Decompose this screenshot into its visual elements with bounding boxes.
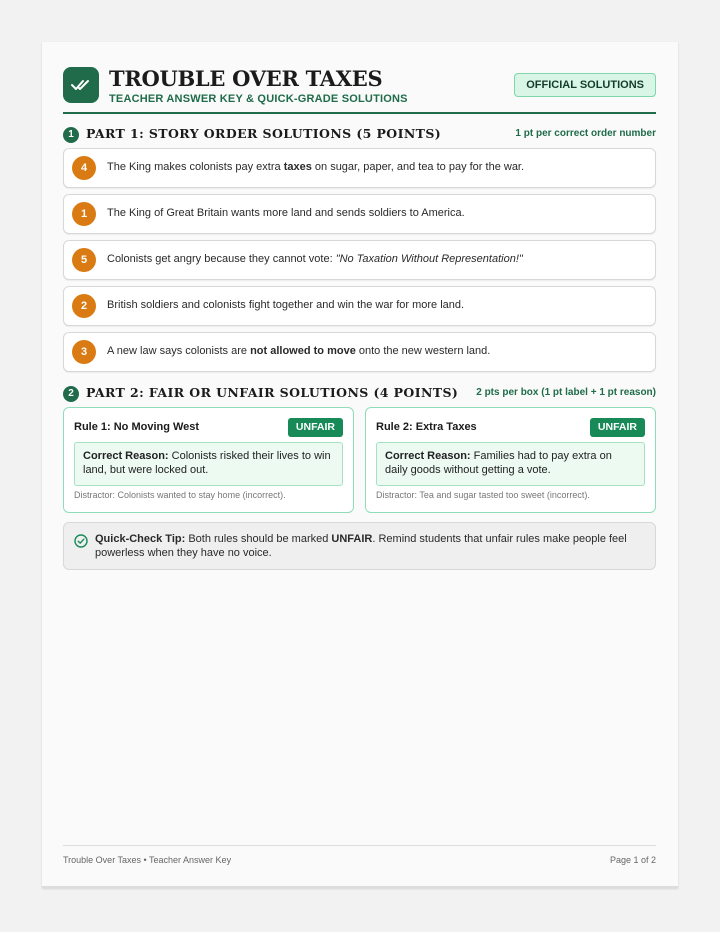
order-number-badge: 5 — [72, 248, 96, 272]
part2-number: 2 — [63, 386, 79, 402]
order-number-badge: 2 — [72, 294, 96, 318]
order-number-badge: 4 — [72, 156, 96, 180]
part1-scoring-note: 1 pt per correct order number — [515, 128, 656, 139]
story-item — [63, 286, 656, 326]
unfair-badge: UNFAIR — [288, 418, 343, 437]
rule-title: Rule 1: No Moving West — [74, 421, 200, 433]
story-item — [63, 332, 656, 372]
correct-reason-box: Correct Reason: Families had to pay extra on daily goods without getting a vote. — [376, 442, 645, 486]
part2-title: PART 2: FAIR OR UNFAIR SOLUTIONS (4 POINTS) — [86, 385, 459, 400]
order-number-badge: 1 — [72, 202, 96, 226]
story-item — [63, 194, 656, 234]
page-subtitle: TEACHER ANSWER KEY & QUICK-GRADE SOLUTIONS — [109, 93, 408, 105]
part2-heading — [63, 385, 656, 403]
story-text: A new law says colonists are not allowed to move onto the new western land. — [107, 345, 491, 357]
rule-card-no-moving-west — [63, 407, 354, 513]
check-circle-icon — [74, 534, 88, 548]
part1-number: 1 — [63, 127, 79, 143]
part1-heading — [63, 126, 656, 144]
part2-scoring-note: 2 pts per box (1 pt label + 1 pt reason) — [476, 387, 656, 398]
story-text: Colonists get angry because they cannot vote: "No Taxation Without Representation!" — [107, 253, 523, 265]
double-check-icon — [63, 67, 99, 103]
story-text: The King makes colonists pay extra taxes on sugar, paper, and tea to pay for the war. — [107, 161, 525, 173]
official-solutions-badge: OFFICIAL SOLUTIONS — [514, 73, 656, 97]
order-number-badge: 3 — [72, 340, 96, 364]
unfair-badge: UNFAIR — [590, 418, 645, 437]
rule-title: Rule 2: Extra Taxes — [376, 421, 477, 433]
story-item — [63, 148, 656, 188]
quick-check-tip — [63, 522, 656, 570]
page-header — [63, 66, 656, 114]
story-text: The King of Great Britain wants more land and sends soldiers to America. — [107, 207, 465, 219]
story-item — [63, 240, 656, 280]
page-footer — [63, 845, 656, 869]
story-text: British soldiers and colonists fight together and win the war for more land. — [107, 299, 465, 311]
page-title: TROUBLE OVER TAXES — [109, 66, 383, 91]
distractor-note: Distractor: Colonists wanted to stay home (incorrect). — [74, 490, 286, 500]
footer-page-number: Page 1 of 2 — [609, 855, 656, 865]
footer-doc-title: Trouble Over Taxes • Teacher Answer Key — [63, 855, 232, 865]
distractor-note: Distractor: Tea and sugar tasted too sweet (incorrect). — [376, 490, 590, 500]
answer-key-page — [42, 42, 678, 888]
part1-title: PART 1: STORY ORDER SOLUTIONS (5 POINTS) — [86, 126, 442, 141]
correct-reason-box: Correct Reason: Colonists risked their lives to win land, but were locked out. — [74, 442, 343, 486]
rule-card-extra-taxes — [365, 407, 656, 513]
tip-text: Quick-Check Tip: Both rules should be marked UNFAIR. Remind students that unfair rules make people feel powerless when they have no voice. — [95, 533, 627, 559]
